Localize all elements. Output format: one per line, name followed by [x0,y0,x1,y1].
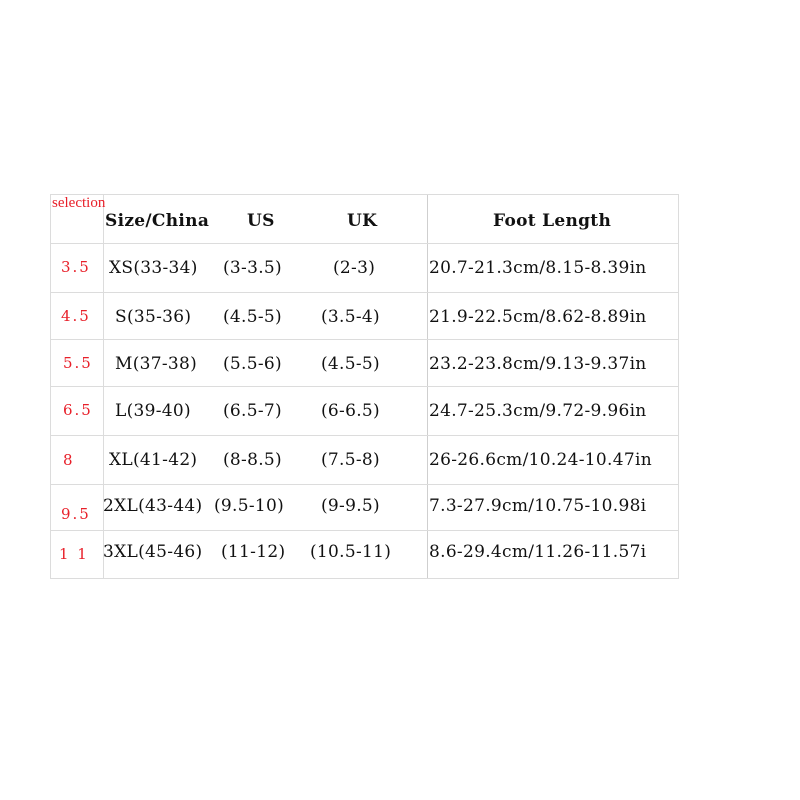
size-china-value: S(35-36) [115,307,192,327]
uk-value: (6-6.5) [321,401,380,421]
size-china-value: L(39-40) [115,401,191,421]
uk-value: (3.5-4) [321,307,380,327]
uk-value: (2-3) [333,258,376,278]
table-row [51,436,678,485]
size-china-value: 3XL(45-46) [103,542,203,562]
table-header-row [51,195,678,244]
foot-length-value: 24.7-25.3cm/9.72-9.96in [429,401,647,421]
uk-value: (4.5-5) [321,354,380,374]
foot-length-value: 21.9-22.5cm/8.62-8.89in [429,307,647,327]
foot-length-value: 20.7-21.3cm/8.15-8.39in [429,258,647,278]
selection-value: 9.5 [61,505,91,523]
us-value: (9.5-10) [214,496,285,516]
us-value: (11-12) [221,542,286,562]
selection-value: 6.5 [63,401,93,419]
us-value: (5.5-6) [223,354,282,374]
header-selection: selection [52,195,106,211]
us-value: (4.5-5) [223,307,282,327]
foot-length-value: 7.3-27.9cm/10.75-10.98i [429,496,647,516]
table-row [51,244,678,293]
uk-value: (9-9.5) [321,496,380,516]
selection-value: 8 [63,451,75,469]
table-row [51,293,678,340]
table-row [51,531,678,579]
us-value: (3-3.5) [223,258,282,278]
us-value: (6.5-7) [223,401,282,421]
table-row [51,340,678,387]
foot-length-value: 23.2-23.8cm/9.13-9.37in [429,354,647,374]
size-china-value: M(37-38) [115,354,198,374]
us-value: (8-8.5) [223,450,282,470]
uk-value: (10.5-11) [310,542,392,562]
header-foot-length: Foot Length [493,211,612,231]
selection-value: 1 1 [59,545,89,563]
table-row [51,387,678,436]
uk-value: (7.5-8) [321,450,380,470]
table-row [51,485,678,531]
size-chart-table [50,194,679,579]
selection-value: 4.5 [61,307,91,325]
size-china-value: 2XL(43-44) [103,496,203,516]
header-uk: UK [347,211,378,231]
size-china-value: XL(41-42) [109,450,198,470]
foot-length-value: 26-26.6cm/10.24-10.47in [429,450,652,470]
header-size-china: Size/China [105,211,210,231]
selection-value: 5.5 [63,354,93,372]
size-china-value: XS(33-34) [109,258,198,278]
header-us: US [247,211,275,231]
selection-value: 3.5 [61,258,91,276]
foot-length-value: 8.6-29.4cm/11.26-11.57i [429,542,647,562]
